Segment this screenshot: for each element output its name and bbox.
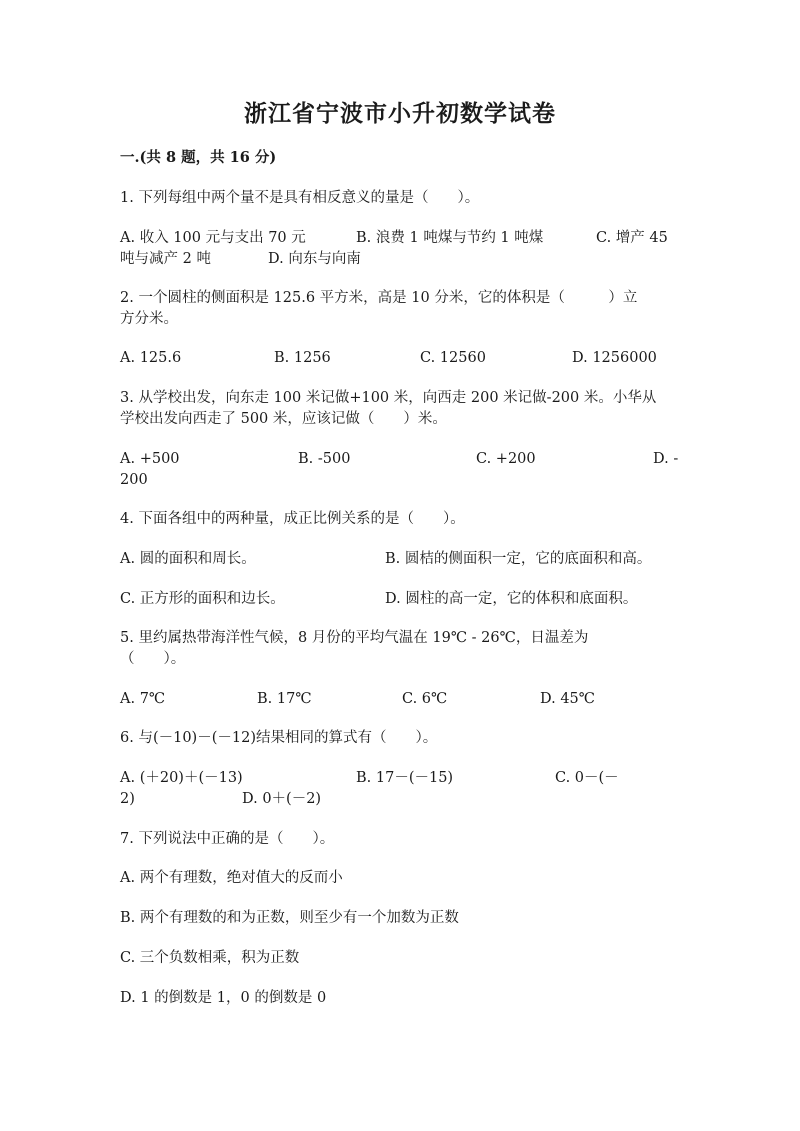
question-2-stem-line1: 2. 一个圆柱的侧面积是 125.6 平方米，高是 10 分米，它的体积是（ ）立: [120, 290, 638, 306]
question-6-option-c: C. 0－(－: [555, 770, 619, 786]
question-1-option-d: D. 向东与向南: [268, 251, 361, 267]
question-1-option-a: A. 收入 100 元与支出 70 元: [120, 230, 306, 246]
question-1-option-c-continued: 吨与减产 2 吨: [120, 251, 211, 267]
question-2-option-d: D. 1256000: [572, 350, 657, 366]
question-1-stem: 1. 下列每组中两个量不是具有相反意义的量是（ ）。: [120, 190, 480, 206]
question-4-option-b: B. 圆桔的侧面积一定，它的底面积和高。: [385, 551, 652, 567]
question-4-option-a: A. 圆的面积和周长。: [120, 551, 256, 567]
question-1-option-c: C. 增产 45: [596, 230, 668, 246]
question-4-option-c: C. 正方形的面积和边长。: [120, 591, 285, 607]
question-6-option-c-continued: 2): [120, 791, 135, 807]
question-5-option-c: C. 6℃: [402, 691, 448, 707]
question-7-stem: 7. 下列说法中正确的是（ ）。: [120, 831, 335, 847]
question-3-option-d-continued: 200: [120, 472, 148, 488]
question-1-option-b: B. 浪费 1 吨煤与节约 1 吨煤: [356, 230, 544, 246]
question-6-option-d: D. 0＋(－2): [242, 791, 322, 807]
question-3-option-c: C. +200: [476, 451, 536, 467]
question-7-option-b: B. 两个有理数的和为正数，则至少有一个加数为正数: [120, 910, 459, 926]
question-5-stem-line2: （ ）。: [120, 651, 186, 667]
question-2-option-c: C. 12560: [420, 350, 486, 366]
page-title: 浙江省宁波市小升初数学试卷: [244, 100, 556, 127]
question-4-stem: 4. 下面各组中的两种量，成正比例关系的是（ ）。: [120, 511, 465, 527]
question-6-option-b: B. 17－(－15): [356, 770, 454, 786]
question-7-option-c: C. 三个负数相乘，积为正数: [120, 950, 300, 966]
question-5-option-b: B. 17℃: [257, 691, 312, 707]
section-heading: 一.(共 8 题，共 16 分): [120, 149, 277, 166]
question-3-option-a: A. +500: [120, 451, 180, 467]
question-3-stem-line2: 学校出发向西走了 500 米，应该记做（ ）米。: [120, 411, 447, 427]
question-2-stem-line2: 方分米。: [120, 311, 178, 327]
question-6-option-a: A. (＋20)＋(－13): [120, 770, 243, 786]
question-6-stem: 6. 与(－10)－(－12)结果相同的算式有（ ）。: [120, 730, 438, 746]
question-2-option-a: A. 125.6: [120, 350, 182, 366]
question-7-option-a: A. 两个有理数，绝对值大的反而小: [120, 870, 343, 886]
question-4-option-d: D. 圆柱的高一定，它的体积和底面积。: [385, 591, 638, 607]
question-5-stem-line1: 5. 里约属热带海洋性气候，8 月份的平均气温在 19℃ - 26℃，日温差为: [120, 630, 589, 646]
question-2-option-b: B. 1256: [274, 350, 331, 366]
question-3-option-b: B. -500: [298, 451, 351, 467]
question-3-stem-line1: 3. 从学校出发，向东走 100 米记做+100 米，向西走 200 米记做-200 米。小华从: [120, 390, 657, 406]
question-7-option-d: D. 1 的倒数是 1，0 的倒数是 0: [120, 990, 327, 1006]
question-5-option-d: D. 45℃: [540, 691, 595, 707]
question-5-option-a: A. 7℃: [120, 691, 166, 707]
question-3-option-d: D. -: [653, 451, 679, 467]
